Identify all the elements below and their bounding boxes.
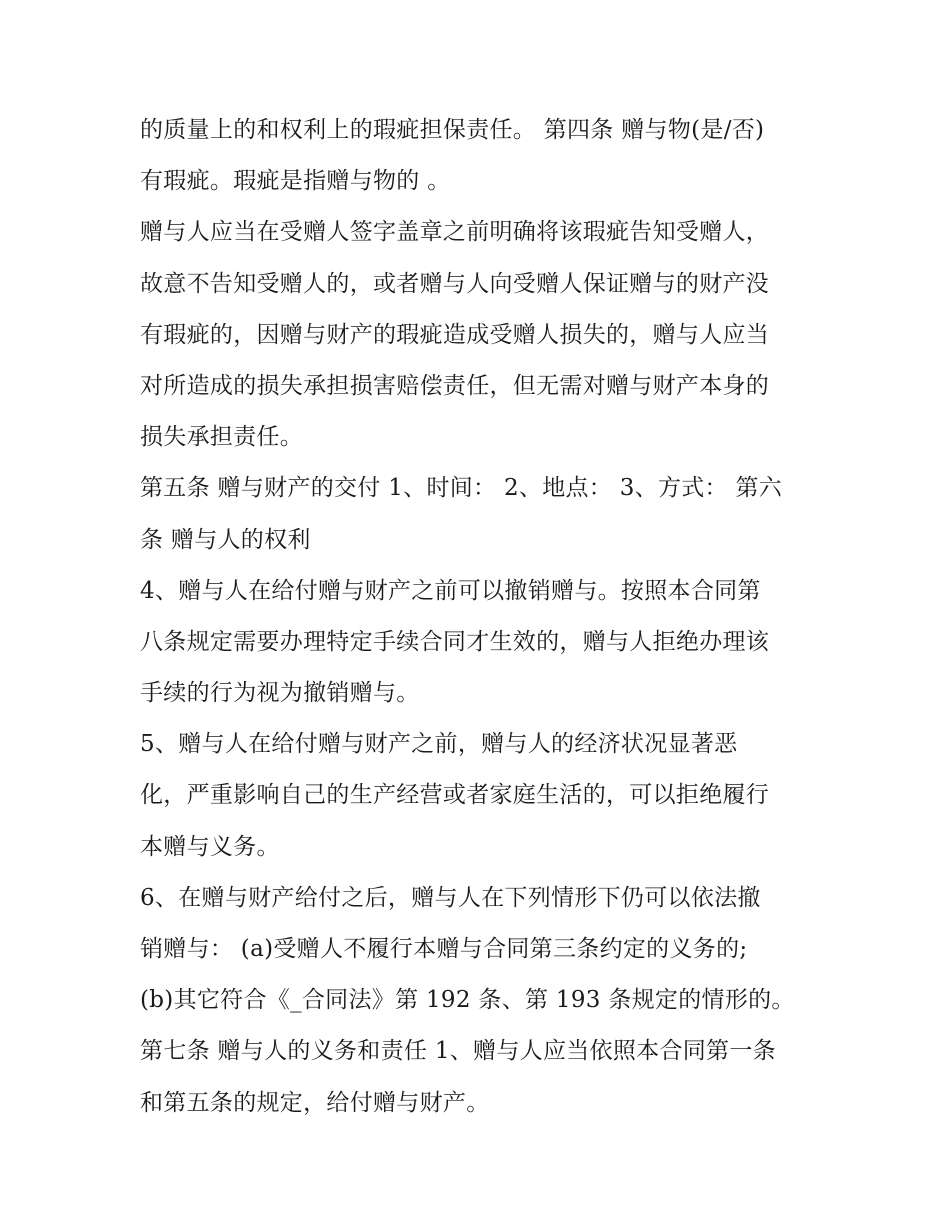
text-line: 5、赠与人在给付赠与财产之前，赠与人的经济状况显著恶 — [140, 731, 738, 758]
text-line: 赠与人应当在受赠人签字盖章之前明确将该瑕疵告知受赠人， — [140, 219, 770, 246]
text-line: 4、赠与人在给付赠与财产之前可以撤销赠与。按照本合同第 — [140, 577, 761, 604]
text-line: 化，严重影响自己的生产经营或者家庭生活的，可以拒绝履行 — [140, 782, 770, 809]
text-line: 和第五条的规定，给付赠与财产。 — [140, 1089, 490, 1116]
text-line: 本赠与义务。 — [140, 833, 280, 860]
text-line: 故意不告知受赠人的，或者赠与人向受赠人保证赠与的财产没 — [140, 270, 770, 297]
text-line: 第七条 赠与人的义务和责任 1、赠与人应当依照本合同第一条 — [140, 1038, 776, 1065]
text-line: 销赠与： (a)受赠人不履行本赠与合同第三条约定的义务的; — [140, 936, 748, 962]
text-line: 条 赠与人的权利 — [140, 526, 311, 553]
text-line: 对所造成的损失承担损害赔偿责任，但无需对赠与财产本身的 — [140, 372, 770, 399]
document-body — [140, 105, 830, 1129]
text-line: 6、在赠与财产给付之后，赠与人在下列情形下仍可以依法撤 — [140, 884, 761, 911]
text-line: 八条规定需要办理特定手续合同才生效的，赠与人拒绝办理该 — [140, 628, 770, 655]
text-line: 手续的行为视为撤销赠与。 — [140, 680, 420, 707]
text-line: (b)其它符合《_合同法》第 192 条、第 193 条规定的情形的。 — [140, 987, 795, 1014]
text-line: 损失承担责任。 — [140, 424, 304, 451]
text-line: 的质量上的和权利上的瑕疵担保责任。 第四条 赠与物(是/否) — [140, 117, 765, 143]
text-line: 第五条 赠与财产的交付 1、时间： 2、地点： 3、方式： 第六 — [140, 475, 783, 502]
text-line: 有瑕疵的，因赠与财产的瑕疵造成受赠人损失的，赠与人应当 — [140, 321, 770, 348]
text-line: 有瑕疵。瑕疵是指赠与物的 。 — [140, 168, 451, 195]
